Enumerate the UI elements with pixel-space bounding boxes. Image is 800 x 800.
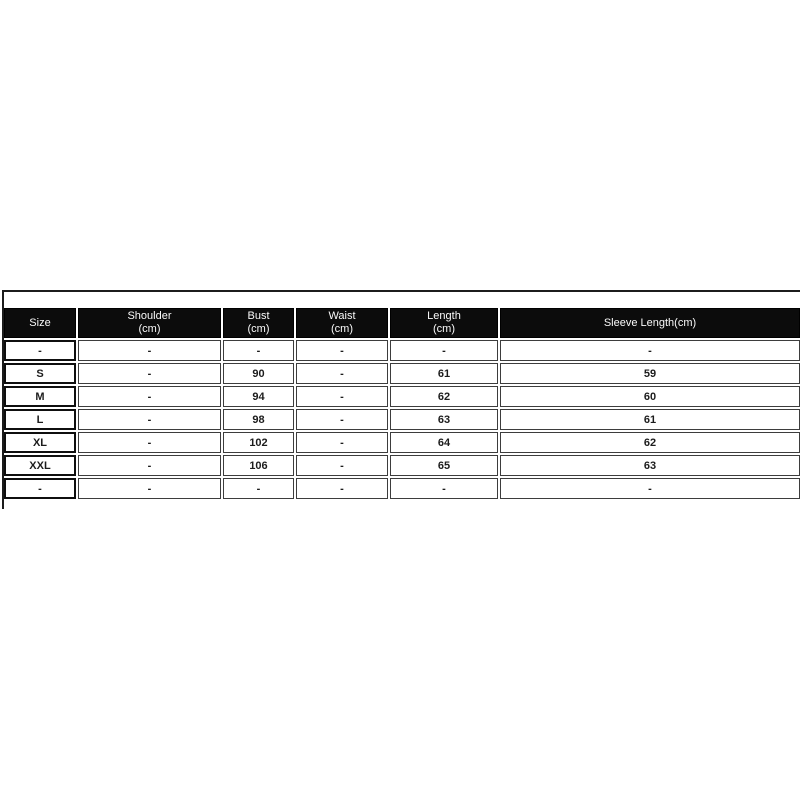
measurement-cell: - xyxy=(78,432,221,453)
size-cell: - xyxy=(4,340,76,361)
measurement-cell: 102 xyxy=(223,432,294,453)
column-header-bust xyxy=(223,308,294,338)
measurement-cell: 64 xyxy=(390,432,498,453)
column-header-length xyxy=(390,308,498,338)
column-title: Sleeve Length(cm) xyxy=(603,316,697,329)
measurement-cell: 65 xyxy=(390,455,498,476)
size-cell: - xyxy=(4,478,76,499)
measurement-cell: 62 xyxy=(390,386,498,407)
measurement-cell: - xyxy=(296,340,388,361)
measurement-cell: - xyxy=(296,386,388,407)
size-cell: XXL xyxy=(4,455,76,476)
measurement-cell: - xyxy=(296,363,388,384)
measurement-cell: - xyxy=(296,455,388,476)
column-title: Size xyxy=(29,316,51,329)
measurement-cell: 59 xyxy=(500,363,800,384)
size-cell: XL xyxy=(4,432,76,453)
measurement-cell: - xyxy=(390,340,498,361)
measurement-cell: 61 xyxy=(500,409,800,430)
measurement-cell: 62 xyxy=(500,432,800,453)
measurement-cell: - xyxy=(500,478,800,499)
measurement-cell: - xyxy=(78,386,221,407)
measurement-cell: - xyxy=(390,478,498,499)
table-row xyxy=(4,432,800,453)
measurement-cell: - xyxy=(78,455,221,476)
size-chart-body xyxy=(4,340,800,499)
table-row xyxy=(4,363,800,384)
measurement-cell: - xyxy=(223,340,294,361)
table-row xyxy=(4,340,800,361)
measurement-cell: 63 xyxy=(500,455,800,476)
size-cell: L xyxy=(4,409,76,430)
measurement-cell: - xyxy=(296,409,388,430)
measurement-cell: - xyxy=(78,340,221,361)
table-row xyxy=(4,455,800,476)
size-cell: M xyxy=(4,386,76,407)
measurement-cell: 61 xyxy=(390,363,498,384)
column-header-sleeve-length-cm xyxy=(500,308,800,338)
measurement-cell: - xyxy=(78,363,221,384)
size-cell: S xyxy=(4,363,76,384)
measurement-cell: 60 xyxy=(500,386,800,407)
column-title: Bust xyxy=(247,310,270,322)
measurement-cell: - xyxy=(500,340,800,361)
column-unit: (cm) xyxy=(331,323,353,335)
measurement-cell: 94 xyxy=(223,386,294,407)
column-title: Shoulder xyxy=(127,310,172,322)
column-unit: (cm) xyxy=(433,323,455,335)
table-row xyxy=(4,478,800,499)
table-row xyxy=(4,386,800,407)
measurement-cell: - xyxy=(296,432,388,453)
column-unit: (cm) xyxy=(138,323,161,335)
column-title: Length xyxy=(427,310,461,322)
column-header-waist xyxy=(296,308,388,338)
measurement-cell: 63 xyxy=(390,409,498,430)
measurement-cell: - xyxy=(296,478,388,499)
size-chart-table xyxy=(2,306,800,501)
table-row xyxy=(4,409,800,430)
column-title: Waist xyxy=(328,310,356,322)
size-chart-header-row xyxy=(4,308,800,338)
measurement-cell: - xyxy=(78,409,221,430)
column-header-size xyxy=(4,308,76,338)
column-unit: (cm) xyxy=(247,323,270,335)
column-header-shoulder xyxy=(78,308,221,338)
measurement-cell: 98 xyxy=(223,409,294,430)
measurement-cell: 106 xyxy=(223,455,294,476)
measurement-cell: - xyxy=(223,478,294,499)
measurement-cell: 90 xyxy=(223,363,294,384)
measurement-cell: - xyxy=(78,478,221,499)
